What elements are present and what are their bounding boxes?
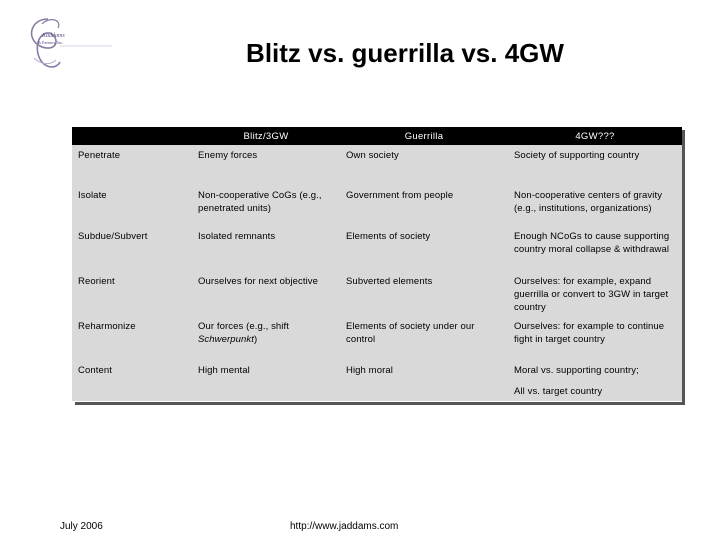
cell-blitz: Enemy forces bbox=[192, 145, 340, 185]
cell-blitz: Ourselves for next objective bbox=[192, 271, 340, 316]
cell-guerrilla: Elements of society bbox=[340, 226, 508, 271]
cell-4gw: Non-cooperative centers of gravity (e.g., institutions, organizations) bbox=[508, 185, 682, 226]
cell-4gw: Ourselves: for example to continue fight in target country bbox=[508, 316, 682, 360]
table-row bbox=[72, 185, 682, 226]
row-label: Reorient bbox=[72, 271, 192, 316]
table-row bbox=[72, 360, 682, 401]
cell-guerrilla: Elements of society under our control bbox=[340, 316, 508, 360]
header-blitz: Blitz/3GW bbox=[192, 127, 340, 145]
row-label: Isolate bbox=[72, 185, 192, 226]
table-header-row bbox=[72, 127, 682, 145]
cell-4gw-line1: Moral vs. supporting country; bbox=[514, 365, 639, 376]
cell-4gw bbox=[508, 360, 682, 401]
logo-text-line2: & Partners, Inc. bbox=[38, 40, 64, 45]
cell-blitz: Non-cooperative CoGs (e.g., penetrated units) bbox=[192, 185, 340, 226]
logo-text-line1: Kaddams bbox=[42, 33, 65, 39]
cell-guerrilla: Government from people bbox=[340, 185, 508, 226]
row-label: Reharmonize bbox=[72, 316, 192, 360]
cell-blitz: Isolated remnants bbox=[192, 226, 340, 271]
cell-4gw-line2: All vs. target country bbox=[514, 386, 603, 397]
table-row bbox=[72, 145, 682, 185]
cell-guerrilla: Subverted elements bbox=[340, 271, 508, 316]
row-label: Penetrate bbox=[72, 145, 192, 185]
page-title: Blitz vs. guerrilla vs. 4GW bbox=[246, 38, 564, 68]
cell-4gw: Enough NCoGs to cause supporting country moral collapse & withdrawal bbox=[508, 226, 682, 271]
cell-blitz-end: ) bbox=[254, 334, 258, 345]
table-row bbox=[72, 271, 682, 316]
cell-4gw: Ourselves: for example, expand guerrilla or convert to 3GW in target country bbox=[508, 271, 682, 316]
cell-guerrilla: High moral bbox=[340, 360, 508, 401]
cell-blitz bbox=[192, 316, 340, 360]
header-4gw: 4GW??? bbox=[508, 127, 682, 145]
header-guerrilla: Guerrilla bbox=[340, 127, 508, 145]
cell-guerrilla: Own society bbox=[340, 145, 508, 185]
row-label: Content bbox=[72, 360, 192, 401]
row-label: Subdue/Subvert bbox=[72, 226, 192, 271]
table-row bbox=[72, 226, 682, 271]
comparison-table bbox=[72, 127, 682, 401]
comparison-table-container bbox=[72, 127, 682, 402]
cell-4gw: Society of supporting country bbox=[508, 145, 682, 185]
cell-blitz: High mental bbox=[192, 360, 340, 401]
header-empty bbox=[72, 127, 192, 145]
table-row bbox=[72, 316, 682, 360]
footer-url[interactable]: http://www.jaddams.com bbox=[290, 521, 399, 532]
cell-blitz-text: Our forces (e.g., shift bbox=[198, 321, 289, 332]
cell-blitz-italic: Schwerpunkt bbox=[198, 334, 255, 345]
footer-date: July 2006 bbox=[60, 521, 103, 532]
